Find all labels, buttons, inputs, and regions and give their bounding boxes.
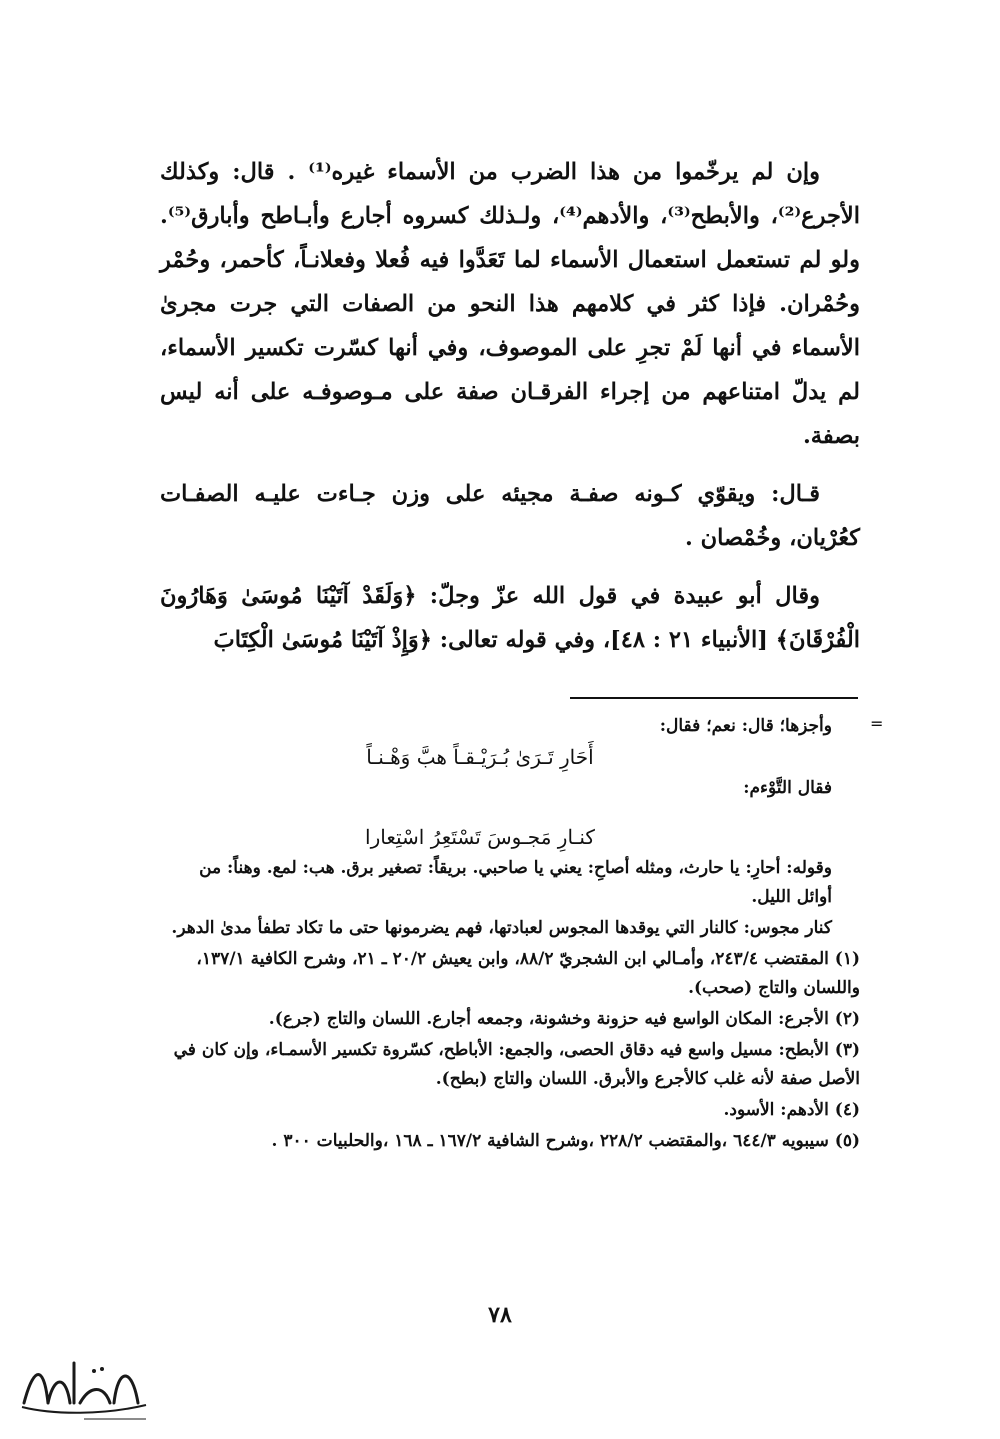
footnote-2: (٢) الأجرع: المكان الواسع فيه حزونة وخشونة، وجمعه أجارع. اللسان والتاج (جرع). <box>268 1009 860 1029</box>
gloss-1: وقوله: أحارِ: يا حارث، ومثله أصاحِ: يعني يا صاحبي. بريقاً: تصغير برق. هب: لمع. وهناً: من أوائل الليل. <box>199 858 832 907</box>
verse-line-2: كنـارِ مَجـوسَ تَسْتَعِرُ اسْتِعارا <box>365 825 595 849</box>
footnote-4: (٤) الأدهم: الأسود. <box>723 1100 860 1120</box>
publisher-logo <box>14 1345 154 1425</box>
verse-line-1: أَحَارِ تَـرَىٰ بُـرَيْـقـاً هبَّ وَهْـنـاً <box>366 745 594 769</box>
footnote-1: (١) المقتضب ٢٤٣/٤، وأمـالي ابن الشجريّ ٨٨/٢، وابن يعيش ٢٠/٢ ـ ٢١، وشرح الكافية ١٣٧/١، واللسان والتاج (صحب). <box>196 949 860 998</box>
paragraph-3: وقال أبو عبيدة في قول الله عزّ وجلّ: ﴿وَلَقَدْ آتَيْنَا مُوسَىٰ وَهَارُونَ الْفُرْقَانَ﴾ [الأنبياء ٢١ : ٤٨]، وفي قوله تعالى: ﴿وَإِذْ آتَيْنَا مُوسَىٰ الْكِتَابَ <box>160 583 860 653</box>
main-text <box>160 150 860 676</box>
paragraph-2: قـال: ويقوّي كـونه صفـة مجيئه على وزن جـاءت عليـه الصفـات كعُرْيان، وخُمْصان . <box>160 481 860 551</box>
footnotes <box>160 712 860 1158</box>
paragraph-1: وإن لم يرخّموا من هذا الضرب من الأسماء غيره⁽¹⁾ . قال: وكذلك الأجرع⁽²⁾، والأبطح⁽³⁾، والأدهم⁽⁴⁾، ولـذلك كسروه أجارع وأبـاطح وأبارق⁽⁵⁾. ولو لم تستعمل استعمال الأسماء لما تَعَدَّوا فيه فُعلا وفعلانـاً، كأحمر، وحُمْر وحُمْران. فإذا كثر في كلامهم هذا النحو من الصفات التي جرت مجرىٰ الأسماء في أنها لَمْ تجرِ على الموصوف، وفي أنها كسّرت تكسير الأسماء، لم يدلّ امتناعهم من إجراء الفرقـان صفة على مـوصوفـه على أنه ليس بصفة. <box>160 159 860 449</box>
footnote-3: (٣) الأبطح: مسيل واسع فيه دقاق الحصى، والجمع: الأباطح، كسّروة تكسير الأسمـاء، وإن كان في الأصل صفة لأنه غلب كالأجرع والأبرق. اللسان والتاج (بطح). <box>173 1040 860 1089</box>
footnote-continuation-2: فقال التَّوْءم: <box>743 778 832 798</box>
continuation-mark: = <box>870 714 884 733</box>
footnote-5: (٥) سيبويه ٦٤٤/٣ ،والمقتضب ٢٢٨/٢ ،وشرح الشافية ١٦٧/٢ ـ ١٦٨ ،والحلبيات ٣٠٠ . <box>271 1131 860 1151</box>
page-number: ٧٨ <box>488 1302 512 1328</box>
footnote-continuation-1: وأجزها؛ قال: نعم؛ فقال: <box>659 716 832 736</box>
footnote-separator <box>570 697 858 699</box>
gloss-2: كنار مجوس: كالنار التي يوقدها المجوس لعبادتها، فهم يضرمونها حتى ما تكاد تطفأ مدىٰ الدهر. <box>171 918 832 938</box>
